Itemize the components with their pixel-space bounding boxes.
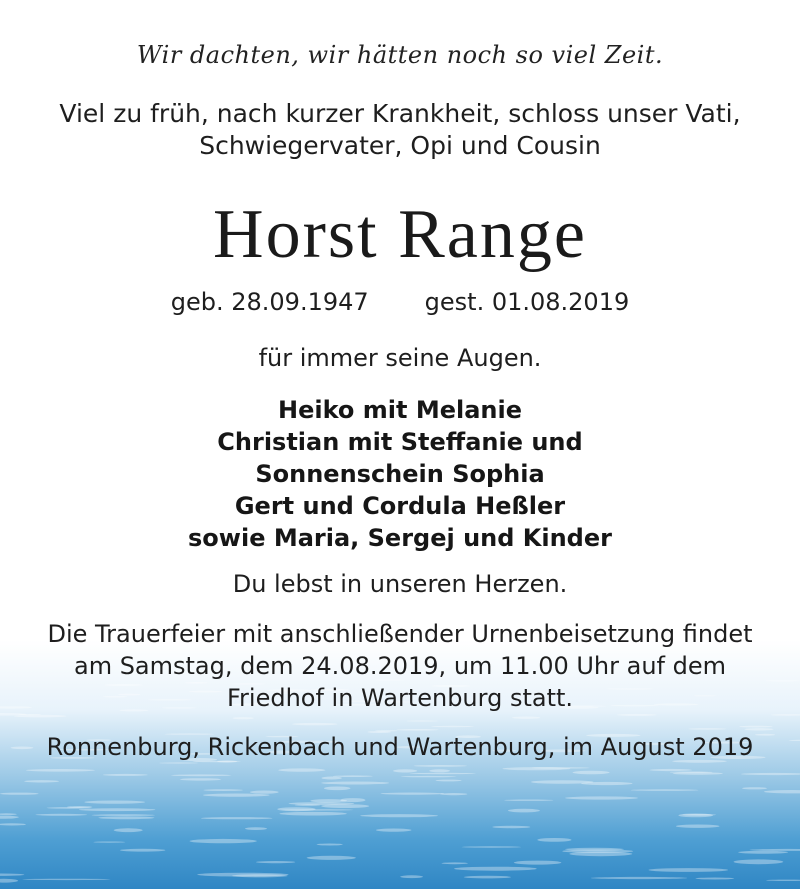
ripple: [617, 714, 657, 716]
ripple: [401, 776, 456, 777]
eyes-line: für immer seine Augen.: [258, 344, 542, 372]
intro-line-2: Schwiegervater, Opi und Cousin: [199, 131, 601, 160]
ripple: [204, 789, 243, 791]
ripple: [201, 817, 272, 819]
ripple: [120, 849, 165, 852]
ripple: [14, 715, 66, 718]
ripple: [256, 861, 295, 863]
ripple: [98, 816, 154, 819]
ripple: [322, 777, 342, 780]
ripple: [185, 682, 208, 684]
ripple: [67, 806, 92, 808]
ripple: [281, 809, 353, 810]
ripple: [462, 846, 521, 847]
ripple: [492, 826, 530, 828]
ripple: [203, 794, 270, 797]
heart-line: Du lebst in unseren Herzen.: [232, 570, 568, 598]
ripple: [376, 829, 412, 832]
ripple: [504, 800, 553, 801]
ripple: [324, 787, 351, 791]
ripple: [84, 801, 145, 804]
ripple: [414, 765, 467, 767]
ripple: [24, 780, 59, 782]
life-dates: [0, 290, 800, 314]
ripple: [22, 879, 110, 880]
ripple: [93, 842, 125, 843]
ripple: [307, 856, 356, 860]
ripple: [317, 844, 343, 846]
ripple: [591, 877, 687, 879]
ripple: [233, 717, 254, 719]
ripple: [277, 807, 315, 811]
ripple: [537, 838, 571, 842]
ceremony-line: Die Trauerfeier mit anschließender Urnenbeisetzung findet: [47, 620, 753, 648]
ripple: [193, 761, 241, 762]
mourner-line: Sonnenschein Sophia: [255, 460, 545, 488]
ripple: [114, 828, 143, 832]
ripple: [292, 723, 337, 725]
mourner-line: Christian mit Steffanie und: [217, 428, 583, 456]
ripple: [738, 851, 788, 854]
ripple: [245, 827, 267, 830]
ripple: [279, 812, 346, 816]
ripple: [321, 804, 369, 808]
ripple: [739, 726, 772, 728]
ripple: [26, 769, 95, 772]
ripple: [397, 729, 439, 731]
ripple: [92, 814, 155, 816]
ripple: [375, 730, 398, 731]
birth-date: geb. 28.09.1947: [170, 288, 369, 316]
places-and-date: Ronnenburg, Rickenbach und Wartenburg, im August 2019: [46, 733, 754, 761]
ripple: [393, 769, 417, 772]
ripple: [742, 787, 767, 789]
ripple: [512, 717, 540, 719]
ripple: [440, 793, 467, 795]
ripple: [431, 726, 474, 727]
ripple: [180, 778, 221, 780]
ripple: [333, 775, 373, 777]
ripple: [410, 773, 476, 774]
ripple: [508, 809, 540, 813]
ripple: [0, 793, 39, 795]
ceremony-line: Friedhof in Wartenburg statt.: [226, 684, 574, 712]
ripple: [197, 873, 288, 877]
ripple: [103, 774, 148, 776]
ripple: [159, 762, 198, 763]
ripple: [765, 680, 800, 681]
ripple: [688, 728, 726, 730]
mourner-line: sowie Maria, Sergej und Kinder: [188, 524, 612, 552]
ripple: [573, 771, 610, 774]
ripple: [295, 804, 320, 806]
ripple: [360, 814, 438, 817]
ripple: [340, 798, 365, 802]
ripple: [79, 808, 155, 811]
ripple: [565, 796, 638, 799]
ripple: [381, 793, 445, 795]
ripple: [441, 862, 468, 864]
ripple: [250, 791, 279, 794]
death-date: gest. 01.08.2019: [424, 288, 630, 316]
intro-line-1: Viel zu früh, nach kurzer Krankheit, schloss unser Vati,: [59, 99, 741, 128]
ripple: [454, 867, 537, 871]
deceased-name: Horst Range: [213, 196, 587, 273]
ripple: [670, 772, 713, 773]
mourner-line: Gert und Cordula Heßler: [234, 492, 566, 520]
ripple: [407, 720, 438, 721]
ceremony-line: am Samstag, dem 24.08.2019, um 11.00 Uhr auf dem: [73, 652, 727, 680]
ripple: [514, 861, 562, 865]
ripple: [676, 825, 720, 828]
ripple: [464, 876, 511, 879]
ripple: [321, 782, 389, 785]
ripple: [190, 839, 257, 843]
ripple: [400, 875, 423, 878]
ripple: [734, 859, 784, 864]
ripple: [436, 780, 462, 782]
ripple: [695, 878, 734, 880]
opening-quote: Wir dachten, wir hätten noch so viel Zeit.: [136, 41, 664, 69]
ripple: [278, 768, 325, 771]
ripple: [532, 767, 590, 768]
ripple: [682, 814, 716, 816]
ripple: [649, 769, 692, 771]
mourner-line: Heiko mit Melanie: [278, 396, 522, 424]
ripple: [581, 782, 633, 785]
ripple: [649, 868, 729, 872]
ripple: [171, 774, 232, 776]
ripple: [562, 850, 633, 853]
ripple: [429, 769, 450, 772]
ripple: [36, 814, 88, 816]
ripple: [631, 789, 698, 791]
ripple: [744, 728, 773, 730]
